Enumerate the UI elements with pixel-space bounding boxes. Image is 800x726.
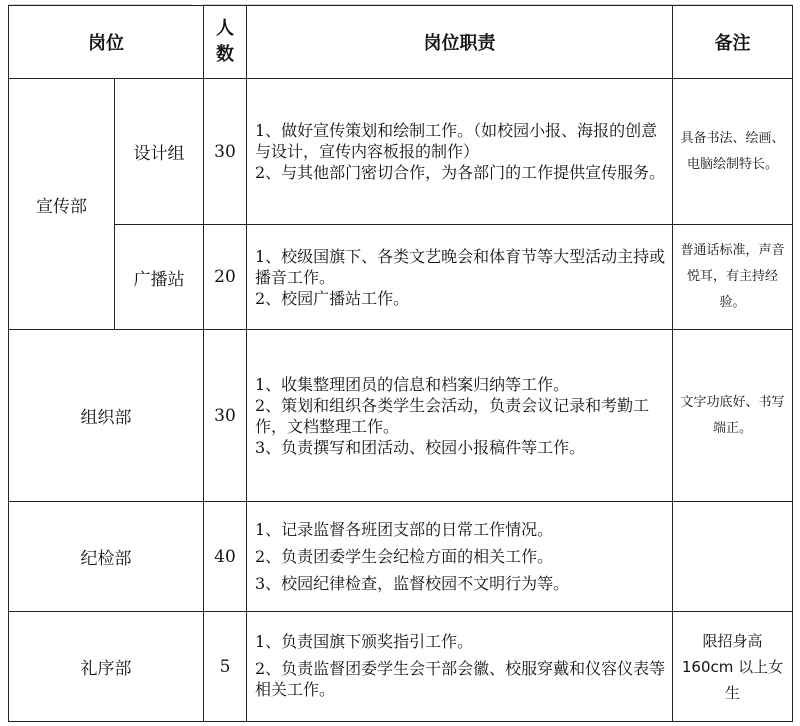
duty-line: 1、负责国旗下颁奖指引工作。 [255, 631, 474, 651]
dept-cell: 宣传部 [9, 79, 115, 330]
duties-cell [247, 502, 673, 612]
duties-cell [247, 330, 673, 502]
header-count-line2: 数 [216, 44, 234, 65]
duty-line: 3、负责撰写和团活动、校园小报稿件等工作。 [255, 437, 586, 457]
header-count-line1: 人 [216, 18, 234, 39]
duty-line: 1、记录监督各班团支部的日常工作情况。 [255, 520, 554, 539]
table-row [9, 225, 793, 330]
duty-line: 2、与其他部门密切合作，为各部门的工作提供宣传服务。 [255, 163, 666, 182]
count-cell: 30 [204, 79, 247, 225]
remark-cell: 具备书法、绘画、电脑绘制特长。 [673, 79, 793, 225]
duty-line: 2、负责监督团委学生会干部会徽、校服穿戴和仪容仪表等相关工作。 [255, 658, 666, 699]
duties-cell [247, 612, 673, 722]
dept-cell: 组织部 [9, 330, 204, 502]
recruitment-table [8, 5, 793, 722]
duty-line: 2、负责团委学生会纪检方面的相关工作。 [255, 547, 554, 566]
duty-line: 2、校园广播站工作。 [255, 288, 410, 308]
duty-line: 1、收集整理团员的信息和档案归纳等工作。 [255, 374, 570, 394]
remark-cell: 限招身高 160cm 以上女生 [673, 612, 793, 722]
count-cell: 5 [204, 612, 247, 722]
count-cell: 30 [204, 330, 247, 502]
duty-line: 2、策划和组织各类学生会活动，负责会议记录和考勤工作，文档整理工作。 [255, 395, 650, 436]
dept-cell: 纪检部 [9, 502, 204, 612]
table-row [9, 612, 793, 722]
header-remark: 备注 [673, 6, 793, 79]
duties-cell [247, 79, 673, 225]
duty-line: 1、校级国旗下、各类文艺晚会和体育节等大型活动主持或播音工作。 [255, 246, 666, 287]
group-cell: 设计组 [115, 79, 204, 225]
remark-cell: 普通话标准，声音悦耳，有主持经验。 [673, 225, 793, 330]
header-duties: 岗位职责 [247, 6, 673, 79]
duty-line: 3、校园纪律检查，监督校园不文明行为等。 [255, 574, 570, 593]
table-row [9, 502, 793, 612]
count-cell: 20 [204, 225, 247, 330]
remark-cell [673, 502, 793, 612]
table-row [9, 79, 793, 225]
remark-cell: 文字功底好、书写端正。 [673, 330, 793, 502]
duties-cell [247, 225, 673, 330]
dept-cell: 礼序部 [9, 612, 204, 722]
header-row [9, 6, 793, 79]
header-count [204, 6, 247, 79]
group-cell: 广播站 [115, 225, 204, 330]
duty-line: 1、做好宣传策划和绘制工作。（如校园小报、海报的创意与设计，宣传内容板报的制作） [255, 121, 658, 161]
table-row [9, 330, 793, 502]
count-cell: 40 [204, 502, 247, 612]
header-position: 岗位 [9, 6, 204, 79]
